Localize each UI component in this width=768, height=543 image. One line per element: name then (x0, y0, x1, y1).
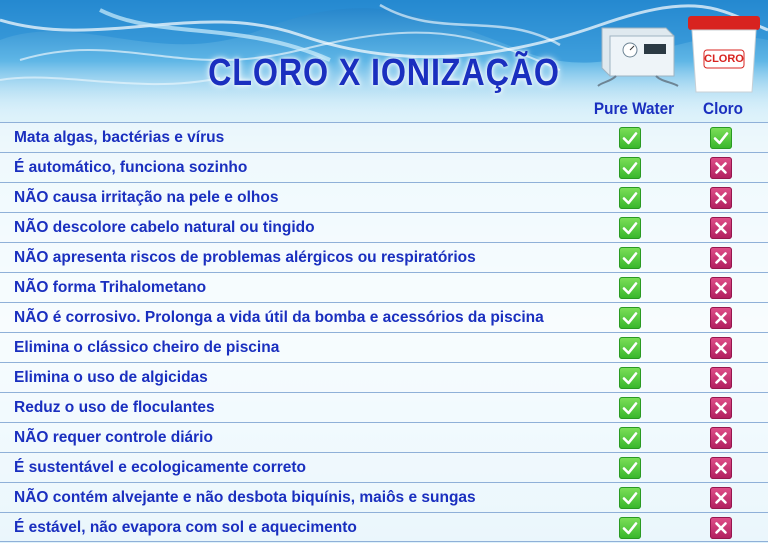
check-icon (619, 277, 641, 299)
comparison-table (0, 122, 768, 542)
check-icon (619, 127, 641, 149)
cross-icon (710, 337, 732, 359)
chlorine-bucket-icon (684, 10, 764, 94)
row-label: NÃO forma Trihalometano (14, 279, 207, 296)
cross-icon (710, 487, 732, 509)
table-row (0, 422, 768, 452)
row-label: NÃO é corrosivo. Prolonga a vida útil da bomba e acessórios da piscina (14, 309, 544, 326)
check-icon (619, 187, 641, 209)
check-icon (619, 427, 641, 449)
check-icon (619, 247, 641, 269)
table-row (0, 122, 768, 152)
cross-icon (710, 277, 732, 299)
row-label: Mata algas, bactérias e vírus (14, 129, 225, 146)
check-icon (619, 367, 641, 389)
row-label: Elimina o uso de algicidas (14, 369, 208, 386)
ionizer-device-icon (596, 24, 680, 88)
cross-icon (710, 217, 732, 239)
check-icon (710, 127, 732, 149)
check-icon (619, 517, 641, 539)
row-label: NÃO causa irritação na pele e olhos (14, 189, 279, 206)
cross-icon (710, 247, 732, 269)
table-row (0, 302, 768, 332)
table-row (0, 242, 768, 272)
row-label: É estável, não evapora com sol e aquecimento (14, 519, 357, 536)
column-header-pure-water: Pure Water (593, 99, 675, 118)
cross-icon (710, 397, 732, 419)
check-icon (619, 397, 641, 419)
table-row (0, 482, 768, 512)
check-icon (619, 217, 641, 239)
row-label: É automático, funciona sozinho (14, 159, 248, 176)
table-row (0, 152, 768, 182)
table-row (0, 392, 768, 422)
cross-icon (710, 517, 732, 539)
cross-icon (710, 307, 732, 329)
page-title: CLORO X IONIZAÇÃO (208, 52, 560, 94)
table-row (0, 332, 768, 362)
table-row (0, 212, 768, 242)
check-icon (619, 487, 641, 509)
check-icon (619, 157, 641, 179)
cross-icon (710, 427, 732, 449)
bucket-label: CLORO (704, 53, 744, 65)
column-header-cloro: Cloro (703, 99, 743, 118)
table-row (0, 362, 768, 392)
table-row (0, 452, 768, 482)
row-label: NÃO apresenta riscos de problemas alérgicos ou respiratórios (14, 249, 476, 266)
row-label: NÃO contém alvejante e não desbota biquínis, maiôs e sungas (14, 489, 476, 506)
table-row (0, 272, 768, 302)
table-row (0, 182, 768, 212)
table-row (0, 512, 768, 542)
row-label: É sustentável e ecologicamente correto (14, 459, 307, 476)
cross-icon (710, 157, 732, 179)
row-label: NÃO requer controle diário (14, 429, 213, 446)
row-label: NÃO descolore cabelo natural ou tingido (14, 219, 315, 236)
check-icon (619, 337, 641, 359)
cross-icon (710, 457, 732, 479)
cross-icon (710, 187, 732, 209)
check-icon (619, 457, 641, 479)
row-label: Reduz o uso de floculantes (14, 399, 215, 416)
cross-icon (710, 367, 732, 389)
check-icon (619, 307, 641, 329)
row-label: Elimina o clássico cheiro de piscina (14, 339, 280, 356)
